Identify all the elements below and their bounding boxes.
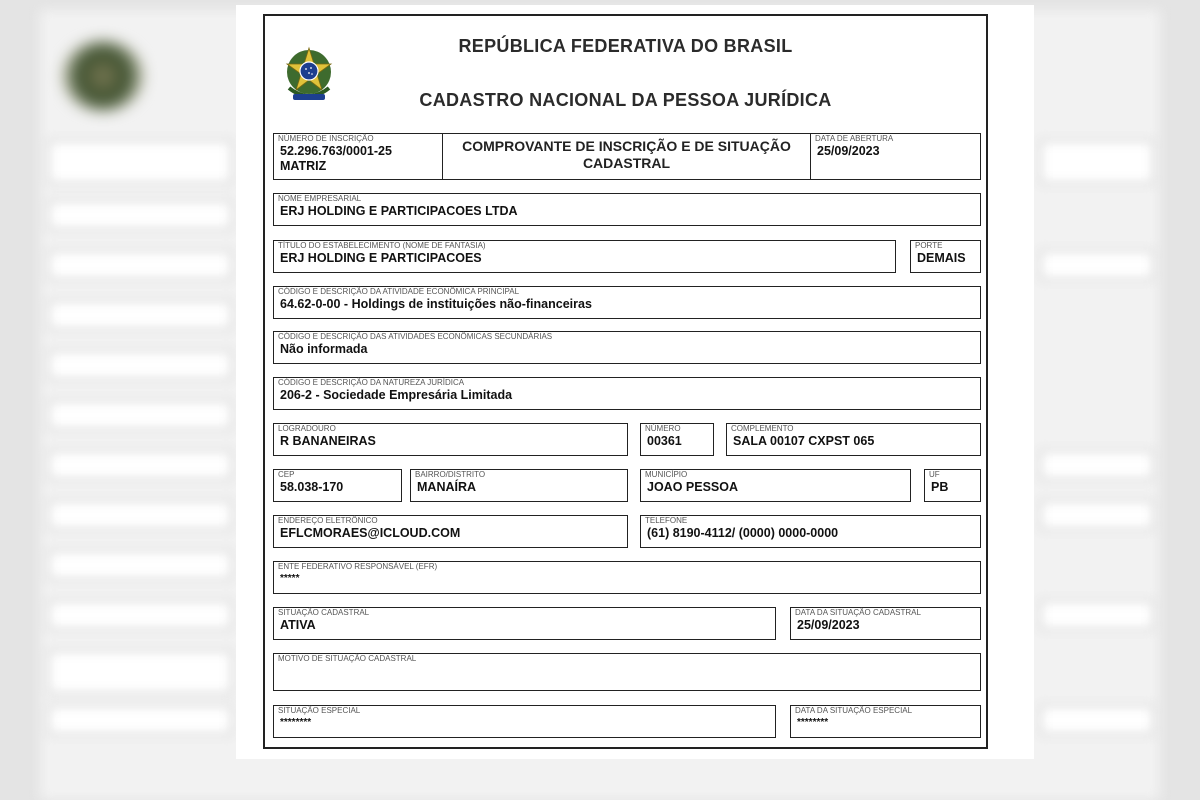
blurred-field xyxy=(48,300,232,330)
field-label: CÓDIGO E DESCRIÇÃO DAS ATIVIDADES ECONÔMICAS SECUNDÁRIAS xyxy=(278,332,553,341)
field-label: ENDEREÇO ELETRÔNICO xyxy=(278,516,378,525)
cnpj-card xyxy=(263,14,988,749)
blurred-field xyxy=(48,250,232,280)
uf-field xyxy=(924,469,981,502)
field-label: CÓDIGO E DESCRIÇÃO DA ATIVIDADE ECONÔMICA PRINCIPAL xyxy=(278,287,520,296)
nome-empresarial-field xyxy=(273,193,981,226)
field-label: ENTE FEDERATIVO RESPONSÁVEL (EFR) xyxy=(278,562,438,571)
abertura-field xyxy=(810,133,981,180)
porte-value: DEMAIS xyxy=(917,251,966,265)
logradouro-field xyxy=(273,423,628,456)
data-situacao-field xyxy=(790,607,981,640)
field-label: BAIRRO/DISTRITO xyxy=(415,470,486,479)
cep-field xyxy=(273,469,402,502)
field-label: CÓDIGO E DESCRIÇÃO DA NATUREZA JURÍDICA xyxy=(278,378,465,387)
complemento-field xyxy=(726,423,981,456)
logradouro-value: R BANANEIRAS xyxy=(280,434,376,448)
efr-value: ***** xyxy=(280,573,300,584)
field-label: SITUAÇÃO CADASTRAL xyxy=(278,608,370,617)
field-label: SITUAÇÃO ESPECIAL xyxy=(278,706,361,715)
municipio-field xyxy=(640,469,911,502)
blurred-field xyxy=(48,550,232,580)
blurred-field xyxy=(48,650,232,694)
porte-field xyxy=(910,240,981,273)
blurred-field xyxy=(48,350,232,380)
cep-value: 58.038-170 xyxy=(280,480,344,494)
telefone-value: (61) 8190-4112/ (0000) 0000-0000 xyxy=(647,526,839,540)
field-label: COMPLEMENTO xyxy=(731,424,794,433)
field-label: LOGRADOURO xyxy=(278,424,336,433)
field-label: DATA DA SITUAÇÃO ESPECIAL xyxy=(795,706,913,715)
numero-field xyxy=(640,423,714,456)
efr-field xyxy=(273,561,981,594)
blurred-field xyxy=(48,600,232,630)
motivo-field xyxy=(273,653,981,691)
numero-value: 00361 xyxy=(647,434,682,448)
cnpj-document xyxy=(236,5,1034,759)
field-label: UF xyxy=(929,470,940,479)
blurred-seal xyxy=(62,40,144,112)
comprovante-title-box xyxy=(442,133,811,180)
atividade-principal-value: 64.62-0-00 - Holdings de instituições não-financeiras xyxy=(280,297,592,311)
blurred-field xyxy=(1040,705,1154,735)
telefone-field xyxy=(640,515,981,548)
blurred-field xyxy=(48,400,232,430)
email-value: EFLCMORAES@ICLOUD.COM xyxy=(280,526,461,540)
data-situacao-value: 25/09/2023 xyxy=(797,618,860,632)
field-label: MUNICÍPIO xyxy=(645,470,688,479)
atividade-principal-field xyxy=(273,286,981,319)
inscricao-type: MATRIZ xyxy=(280,159,327,173)
blurred-field xyxy=(1040,600,1154,630)
field-label: DATA DA SITUAÇÃO CADASTRAL xyxy=(795,608,921,617)
municipio-value: JOAO PESSOA xyxy=(647,480,738,494)
field-label: DATA DE ABERTURA xyxy=(815,134,894,143)
atividades-secundarias-field xyxy=(273,331,981,364)
blurred-field xyxy=(48,500,232,530)
blurred-field xyxy=(1040,500,1154,530)
data-situacao-especial-field xyxy=(790,705,981,738)
natureza-juridica-value: 206-2 - Sociedade Empresária Limitada xyxy=(280,388,513,402)
uf-value: PB xyxy=(931,480,949,494)
field-label: NOME EMPRESARIAL xyxy=(278,194,362,203)
complemento-value: SALA 00107 CXPST 065 xyxy=(733,434,875,448)
fantasia-field xyxy=(273,240,896,273)
field-label: CEP xyxy=(278,470,295,479)
blurred-field xyxy=(48,200,232,230)
email-field xyxy=(273,515,628,548)
field-label: TÍTULO DO ESTABELECIMENTO (NOME DE FANTASIA) xyxy=(278,241,486,250)
blurred-field xyxy=(1040,450,1154,480)
nome-empresarial-value: ERJ HOLDING E PARTICIPACOES LTDA xyxy=(280,204,518,218)
data-situacao-especial-value: ******** xyxy=(797,717,829,728)
fantasia-value: ERJ HOLDING E PARTICIPACOES xyxy=(280,251,482,265)
situacao-especial-field xyxy=(273,705,776,738)
blurred-field xyxy=(48,140,232,184)
registry-title: CADASTRO NACIONAL DA PESSOA JURÍDICA xyxy=(419,90,832,110)
blurred-field xyxy=(1040,140,1154,184)
abertura-date: 25/09/2023 xyxy=(817,144,880,158)
situacao-field xyxy=(273,607,776,640)
natureza-juridica-field xyxy=(273,377,981,410)
situacao-especial-value: ******** xyxy=(280,717,312,728)
field-label: TELEFONE xyxy=(645,516,688,525)
field-label: NÚMERO DE INSCRIÇÃO xyxy=(278,134,374,143)
atividades-secundarias-value: Não informada xyxy=(280,342,368,356)
bairro-field xyxy=(410,469,628,502)
bairro-value: MANAÍRA xyxy=(417,480,477,494)
blurred-field xyxy=(48,450,232,480)
inscricao-number: 52.296.763/0001-25 xyxy=(280,144,392,158)
field-label: PORTE xyxy=(915,241,943,250)
blurred-field xyxy=(1040,250,1154,280)
comprovante-title: COMPROVANTE DE INSCRIÇÃO E DE SITUAÇÃO CADASTRAL xyxy=(462,138,791,171)
country-title: REPÚBLICA FEDERATIVA DO BRASIL xyxy=(458,36,793,56)
field-label: NÚMERO xyxy=(645,424,681,433)
inscricao-field xyxy=(273,133,443,180)
blurred-field xyxy=(48,705,232,735)
field-label: MOTIVO DE SITUAÇÃO CADASTRAL xyxy=(278,654,417,663)
situacao-value: ATIVA xyxy=(280,618,316,632)
